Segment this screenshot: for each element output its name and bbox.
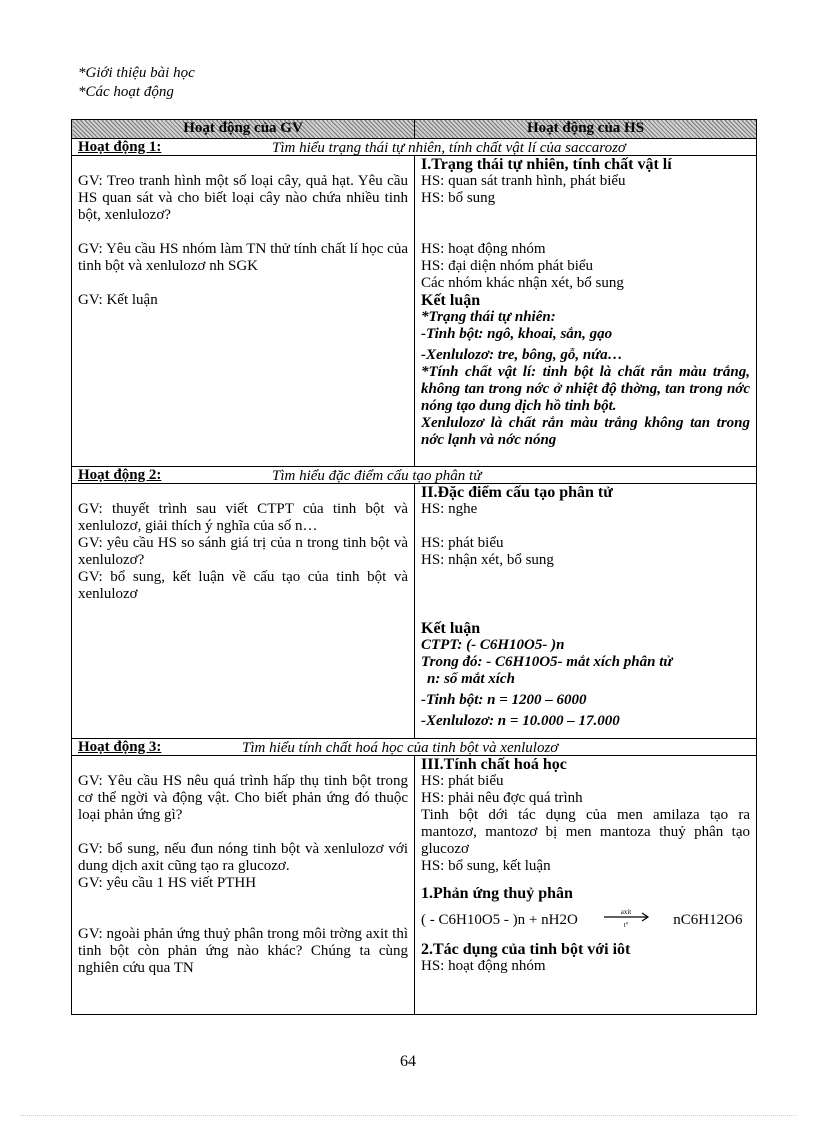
activity-1-hs-cell: [415, 156, 757, 467]
activity-1-gv-cell: [72, 156, 415, 467]
intro-block: [78, 64, 195, 102]
act3-subsection-1: 1.Phản ứng thuỷ phân: [421, 885, 573, 902]
page-number: 64: [400, 1053, 416, 1070]
activity-2-row: [72, 467, 757, 484]
activity-1-row: [72, 139, 757, 156]
act3-section-title: III.Tính chất hoá học: [421, 756, 567, 773]
act1-hs-2: HS: bổ sung: [421, 190, 496, 206]
activity-1-label: Hoạt động 1:: [78, 139, 162, 155]
act1-hs-4: HS: đại diện nhóm phát biểu: [421, 258, 594, 274]
activity-3-title: Tìm hiểu tính chất hoá học của tinh bột và xenlulozơ: [242, 740, 559, 756]
activity-2-body: [72, 484, 757, 739]
act2-hs-2: HS: phát biểu: [421, 535, 504, 551]
act2-gv-2: GV: yêu cầu HS so sánh giá trị của n trong tinh bột và xenlulozơ?: [78, 535, 408, 568]
act2-gv-1: GV: thuyết trình sau viết CTPT của tinh bột và xenlulozơ, giải thích ý nghĩa của số n…: [78, 501, 408, 534]
act2-gv-3: GV: bổ sung, kết luận về cấu tạo của tinh bột và xenlulozơ: [78, 569, 408, 602]
act3-hs-5: HS: hoạt động nhóm: [421, 958, 546, 974]
act1-conclusion-3: -Xenlulozơ: tre, bông, gỗ, nứa…: [421, 347, 623, 363]
act1-section-title: I.Trạng thái tự nhiên, tính chất vật lí: [421, 156, 672, 173]
act2-conclusion-3: n: số mắt xích: [427, 671, 515, 687]
act2-hs-1: HS: nghe: [421, 501, 478, 517]
eq-cond-top: axit: [620, 907, 631, 916]
act1-conclusion-5: Xenlulozơ là chất rắn màu trắng không tan trong nớc lạnh và nớc nóng: [421, 415, 750, 448]
activity-3-gv-cell: [72, 756, 415, 1015]
act1-hs-1: HS: quan sát tranh hình, phát biểu: [421, 173, 626, 189]
act3-subsection-2: 2.Tác dụng của tinh bột với iôt: [421, 941, 631, 958]
act1-hs-5: Các nhóm khác nhận xét, bổ sung: [421, 275, 624, 291]
activity-2-hs-cell: [415, 484, 757, 739]
act2-section-title: II.Đặc điểm cấu tạo phân tử: [421, 484, 613, 501]
act3-gv-1: GV: Yêu cầu HS nêu quá trình hấp thụ tinh bột trong cơ thể ngời và động vật. Cho biết phản ứng đó thuộc loại phản ứng gì?: [78, 773, 408, 823]
act2-conclusion-2: Trong đó: - C6H10O5- mắt xích phân tử: [421, 654, 673, 670]
header-gv: Hoạt động của GV: [72, 120, 415, 139]
hydrolysis-equation: [421, 907, 750, 929]
act1-conclusion: Kết luận: [421, 292, 481, 309]
activity-3-hs-cell: [415, 756, 757, 1015]
activity-3-label: Hoạt động 3:: [78, 739, 162, 755]
act3-hs-2: HS: phải nêu đợc quá trình: [421, 790, 583, 806]
act1-conclusion-4: *Tính chất vật lí: tinh bột là chất rắn màu trắng, không tan trong nớc ở nhiệt độ thờng, tan trong nớc nóng tạo dung dịch hồ tinh bột.: [421, 364, 750, 414]
activity-2-title: Tìm hiểu đặc điểm cấu tạo phân tử: [272, 468, 482, 484]
activity-1-body: [72, 156, 757, 467]
equation-left: ( - C6H10O5 - )n + nH2O: [421, 912, 578, 928]
act3-gv-2: GV: bổ sung, nếu đun nóng tinh bột và xenlulozơ với dung dịch axit cũng tạo ra glucozơ.: [78, 841, 408, 874]
act2-conclusion-5: -Xenlulozơ: n = 10.000 – 17.000: [421, 713, 620, 729]
header-hs: Hoạt động của HS: [415, 120, 757, 139]
activity-1-title: Tìm hiểu trạng thái tự nhiên, tính chất vật lí của saccarozơ: [272, 140, 626, 156]
activity-table: [71, 119, 757, 1015]
act3-hs-4: HS: bổ sung, kết luận: [421, 858, 551, 874]
act1-conclusion-2: -Tinh bột: ngô, khoai, sắn, gạo: [421, 326, 613, 342]
act1-gv-2: GV: Yêu cầu HS nhóm làm TN thử tính chất lí học của tinh bột và xenlulozơ nh SGK: [78, 241, 408, 274]
activity-3-body: [72, 756, 757, 1015]
act1-gv-1: GV: Treo tranh hình một số loại cây, quả hạt. Yêu cầu HS quan sát và cho biết loại cây nào chứa nhiều tinh bột, xenlulozơ?: [78, 173, 408, 223]
act3-hs-1: HS: phát biểu: [421, 773, 504, 789]
activity-2-label: Hoạt động 2:: [78, 467, 162, 483]
equation-right: nC6H12O6: [673, 912, 743, 928]
act3-gv-3: GV: yêu cầu 1 HS viết PTHH: [78, 875, 257, 891]
act3-gv-4: GV: ngoài phản ứng thuỷ phân trong môi trờng axit thì tinh bột còn phản ứng nào khác? Chúng ta cùng nghiên cứu qua TN: [78, 926, 408, 976]
page-divider: [20, 1115, 796, 1116]
act2-conclusion-4: -Tinh bột: n = 1200 – 6000: [421, 692, 587, 708]
act2-conclusion: Kết luận: [421, 620, 481, 637]
eq-cond-bottom: t°: [623, 920, 628, 929]
intro-line-2: *Các hoạt động: [78, 84, 174, 100]
act3-hs-3: Tinh bột dới tác dụng của men amilaza tạo ra mantozơ, mantozơ bị men mantoza thuỷ phân tạo glucozơ: [421, 807, 750, 857]
act2-hs-3: HS: nhận xét, bổ sung: [421, 552, 554, 568]
act1-conclusion-1: *Trạng thái tự nhiên:: [421, 309, 556, 325]
activity-3-row: [72, 739, 757, 756]
act2-conclusion-1: CTPT: (- C6H10O5- )n: [421, 637, 565, 653]
act1-gv-3: GV: Kết luận: [78, 292, 158, 308]
table-header-row: [72, 120, 757, 139]
act1-hs-3: HS: hoạt động nhóm: [421, 241, 546, 257]
intro-line-1: *Giới thiệu bài học: [78, 65, 195, 81]
activity-2-gv-cell: [72, 484, 415, 739]
reaction-arrow-icon: [596, 907, 656, 929]
